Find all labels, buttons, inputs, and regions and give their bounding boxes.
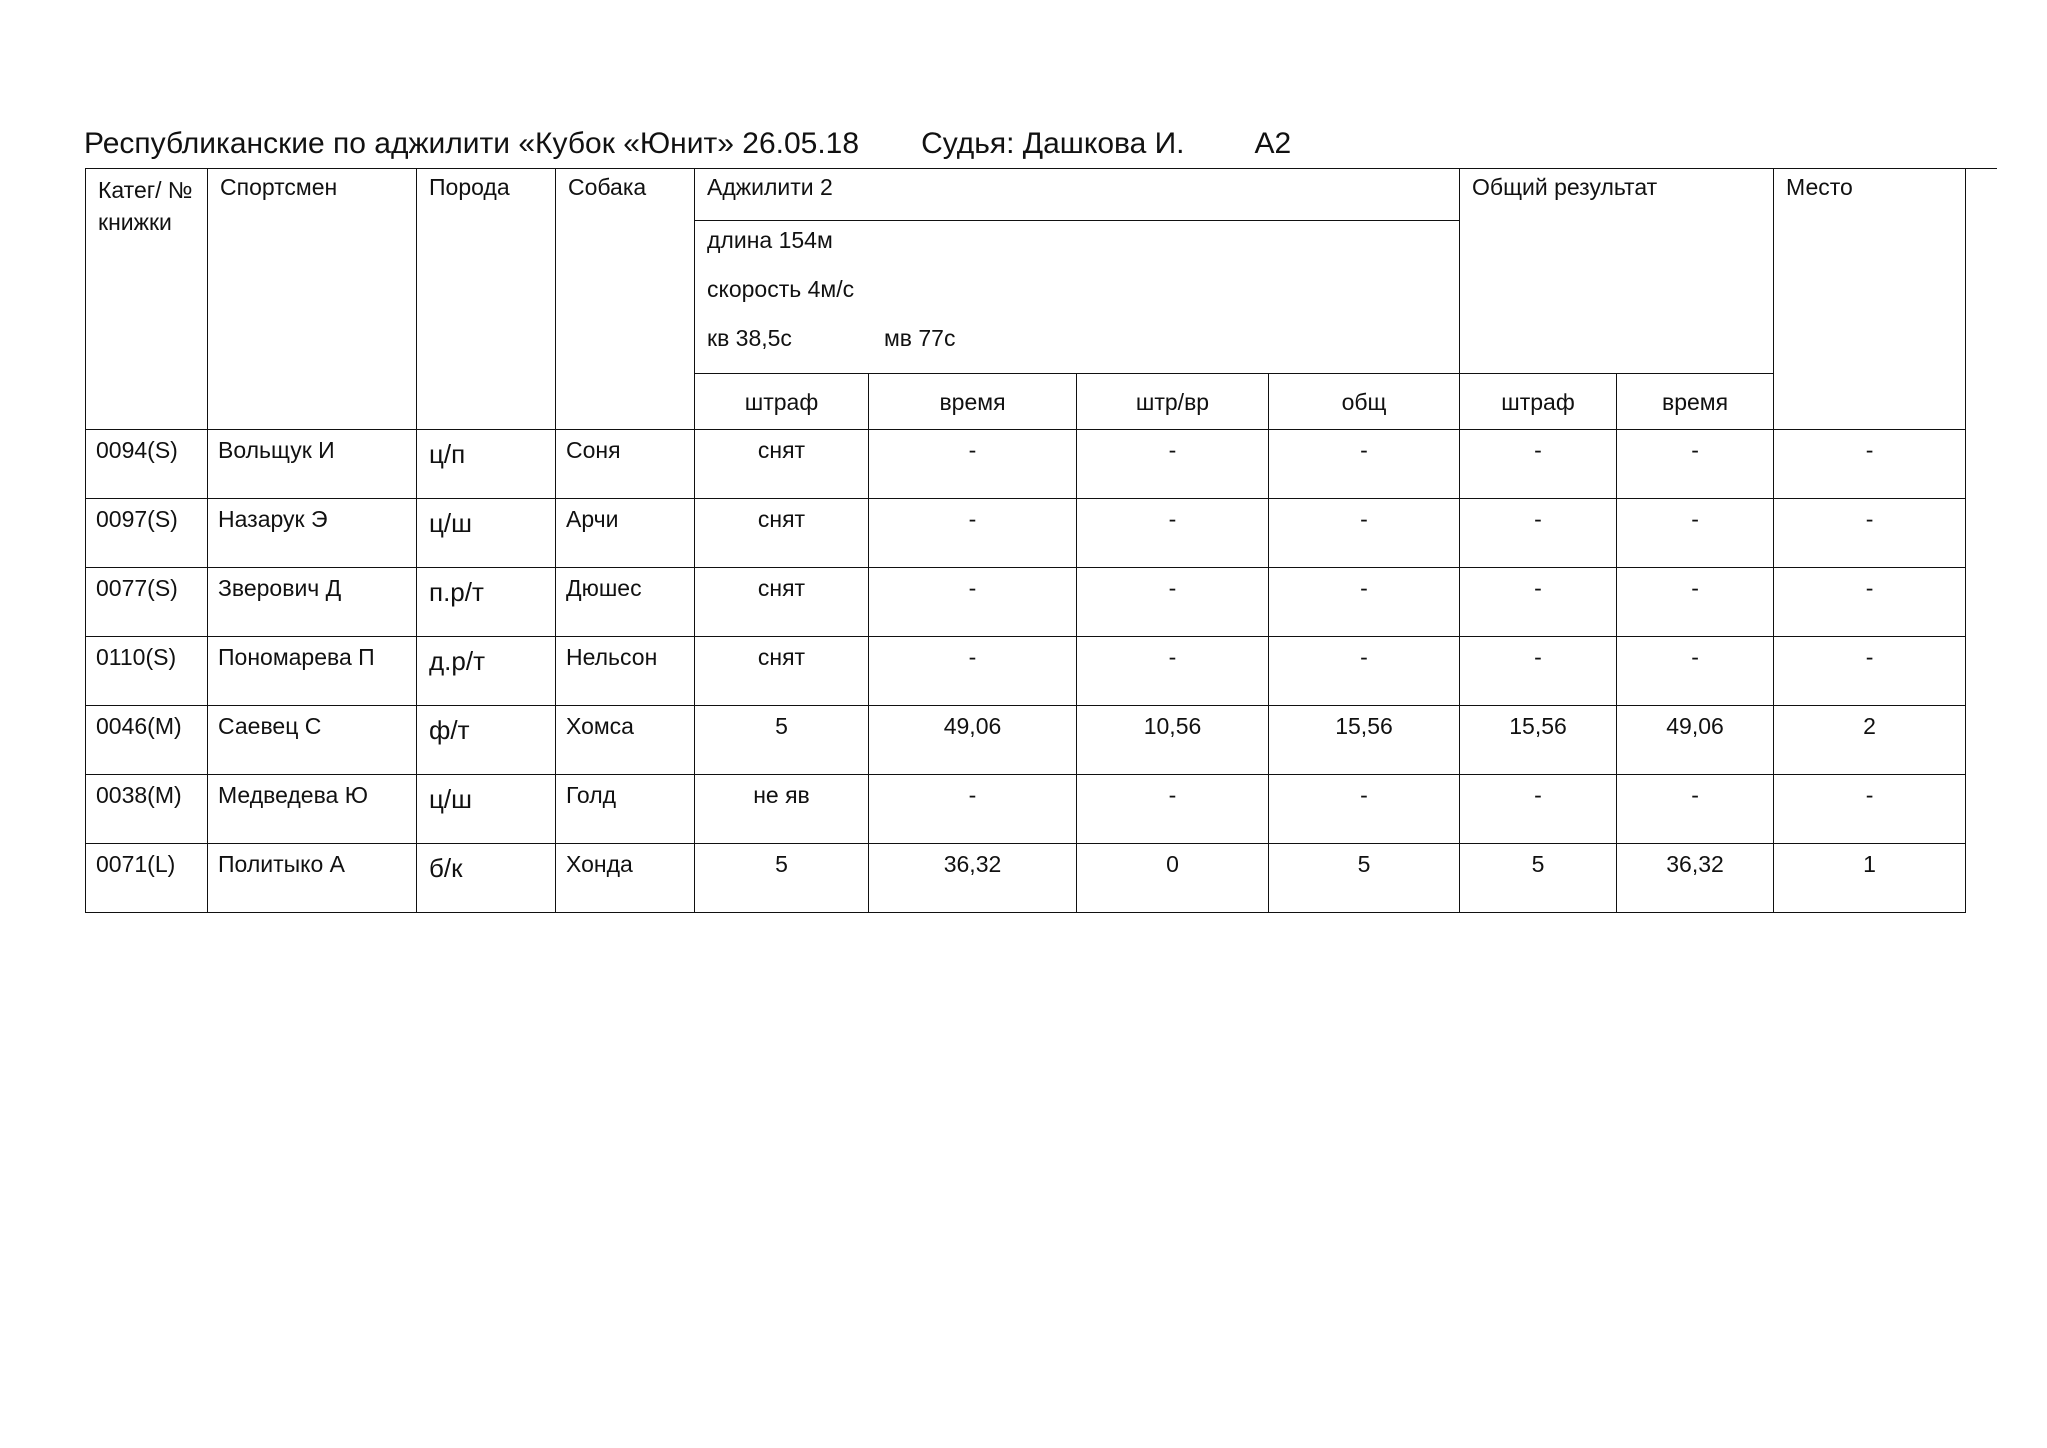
table-row [86,430,1966,499]
cell-total: - [1269,430,1460,499]
class-label: А2 [1254,127,1292,160]
cell-time: - [869,568,1077,637]
col-header-place: Место [1774,169,1966,430]
cell-athlete: Медведева Ю [208,775,417,844]
cell-breed: б/к [417,844,556,913]
cell-penalty: 5 [695,706,869,775]
cell-time-penalty: - [1077,499,1269,568]
cell-place: - [1774,499,1966,568]
cell-category: 0046(M) [86,706,208,775]
cell-overall-time: - [1617,568,1774,637]
cell-time: - [869,637,1077,706]
cell-overall-penalty: - [1460,568,1617,637]
cell-time: 36,32 [869,844,1077,913]
cell-category: 0097(S) [86,499,208,568]
cell-place: 1 [1774,844,1966,913]
judge-name: Судья: Дашкова И. [921,127,1185,160]
col-header-run: Аджилити 2 [695,169,1460,221]
cell-athlete: Зверович Д [208,568,417,637]
cell-breed: п.р/т [417,568,556,637]
cell-dog: Нельсон [556,637,695,706]
cell-category: 0071(L) [86,844,208,913]
cell-dog: Хонда [556,844,695,913]
cell-overall-time: 49,06 [1617,706,1774,775]
cell-breed: ц/п [417,430,556,499]
col-header-breed: Порода [417,169,556,430]
sub-header-total: общ [1269,374,1460,430]
document-title-line [84,126,1291,162]
table-row [86,568,1966,637]
cell-breed: ф/т [417,706,556,775]
competition-title: Республиканские по аджилити «Кубок «Юнит» 26.05.18 [84,127,860,160]
cell-dog: Соня [556,430,695,499]
table-row [86,637,1966,706]
cell-total: - [1269,637,1460,706]
cell-breed: д.р/т [417,637,556,706]
col-header-category: Катег/ № книжки [86,169,208,430]
cell-time: - [869,775,1077,844]
standard-time: кв 38,5с [707,325,792,351]
cell-category: 0094(S) [86,430,208,499]
cell-dog: Арчи [556,499,695,568]
cell-place: - [1774,430,1966,499]
cell-place: - [1774,775,1966,844]
sub-header-penalty: штраф [695,374,869,430]
sub-header-overall-time: время [1617,374,1774,430]
cell-total: - [1269,775,1460,844]
cell-penalty: снят [695,499,869,568]
sub-header-time-penalty: штр/вр [1077,374,1269,430]
max-time: мв 77с [883,325,956,351]
cell-time-penalty: - [1077,637,1269,706]
course-speed: скорость 4м/с [707,276,855,302]
col-header-dog: Собака [556,169,695,430]
cell-penalty: снят [695,430,869,499]
cell-total: 15,56 [1269,706,1460,775]
cell-overall-penalty: 15,56 [1460,706,1617,775]
cell-overall-time: - [1617,499,1774,568]
sub-header-overall-penalty: штраф [1460,374,1617,430]
table-row [86,844,1966,913]
cell-overall-time: 36,32 [1617,844,1774,913]
cell-time-penalty: - [1077,568,1269,637]
cell-total: - [1269,568,1460,637]
cell-time: 49,06 [869,706,1077,775]
cell-overall-penalty: - [1460,775,1617,844]
cell-total: 5 [1269,844,1460,913]
cell-time: - [869,499,1077,568]
cell-dog: Дюшес [556,568,695,637]
sub-header-time: время [869,374,1077,430]
cell-time-penalty: - [1077,430,1269,499]
cell-penalty: снят [695,637,869,706]
results-table [85,168,1966,913]
course-time-limits [707,323,1459,372]
cell-dog: Голд [556,775,695,844]
cell-penalty: не яв [695,775,869,844]
cell-athlete: Пономарева П [208,637,417,706]
cell-athlete: Саевец С [208,706,417,775]
cell-time-penalty: - [1077,775,1269,844]
cell-category: 0110(S) [86,637,208,706]
cell-overall-penalty: - [1460,499,1617,568]
table-row [86,775,1966,844]
col-header-athlete: Спортсмен [208,169,417,430]
cell-category: 0038(M) [86,775,208,844]
cell-time: - [869,430,1077,499]
cell-place: 2 [1774,706,1966,775]
col-header-overall: Общий результат [1460,169,1774,374]
cell-athlete: Политыко А [208,844,417,913]
cell-overall-penalty: - [1460,430,1617,499]
cell-place: - [1774,637,1966,706]
cell-athlete: Назарук Э [208,499,417,568]
cell-category: 0077(S) [86,568,208,637]
cell-overall-time: - [1617,637,1774,706]
course-parameters [695,221,1460,374]
cell-breed: ц/ш [417,775,556,844]
cell-overall-penalty: - [1460,637,1617,706]
course-length: длина 154м [707,227,833,253]
cell-overall-penalty: 5 [1460,844,1617,913]
cell-athlete: Вольщук И [208,430,417,499]
table-row [86,706,1966,775]
cell-place: - [1774,568,1966,637]
cell-penalty: 5 [695,844,869,913]
cell-time-penalty: 10,56 [1077,706,1269,775]
cell-overall-time: - [1617,775,1774,844]
table-row [86,499,1966,568]
cell-penalty: снят [695,568,869,637]
header-row-1 [86,169,1966,221]
cell-overall-time: - [1617,430,1774,499]
cell-breed: ц/ш [417,499,556,568]
cell-time-penalty: 0 [1077,844,1269,913]
cell-total: - [1269,499,1460,568]
cell-dog: Хомса [556,706,695,775]
